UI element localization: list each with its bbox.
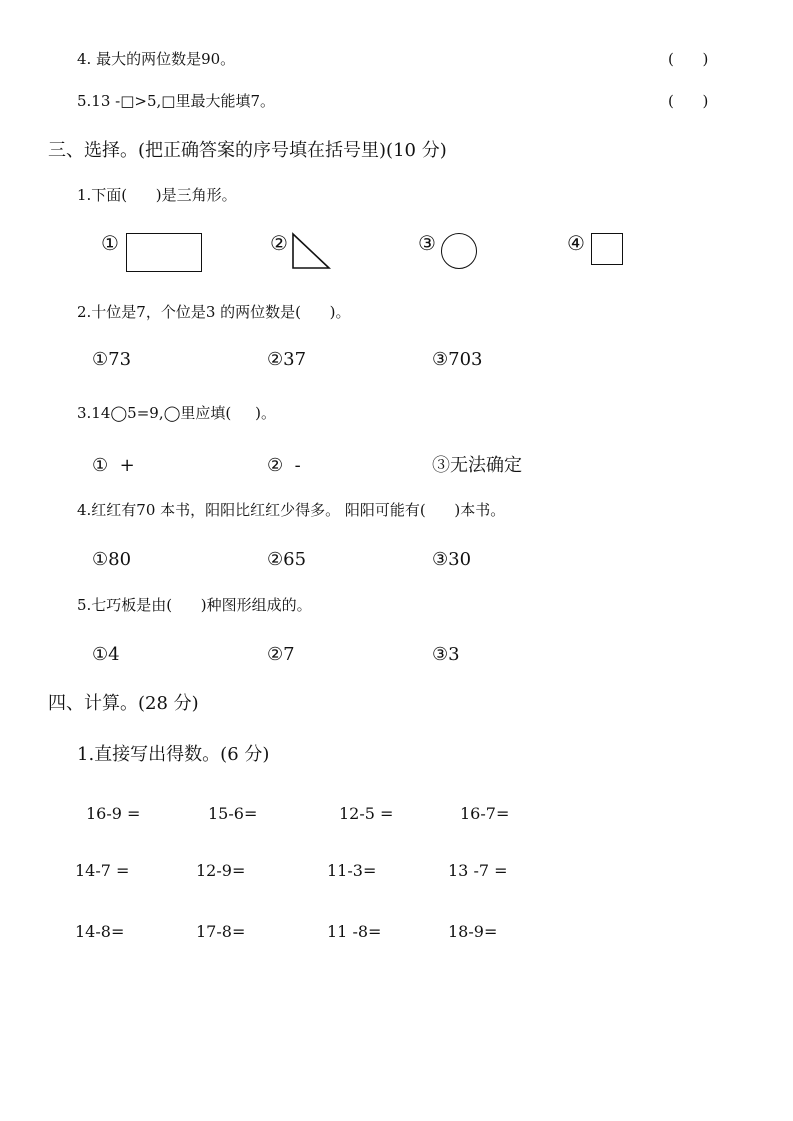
question-3-stem: 3.14◯5=9,◯里应填( )。: [77, 404, 276, 422]
q4-option-2[interactable]: ②65: [267, 549, 307, 570]
calc-3-2: 17-8=: [196, 922, 246, 941]
q2-option-2[interactable]: ②37: [267, 349, 307, 370]
calc-1-3: 12-5 =: [339, 804, 394, 823]
question-4-stem: 4.红红有70 本书，阳阳比红红少得多。 阳阳可能有( )本书。: [77, 501, 506, 519]
calc-2-3: 11-3=: [327, 861, 377, 880]
q4-option-1[interactable]: ①80: [92, 549, 132, 570]
q3-option-1[interactable]: ① +: [92, 455, 135, 476]
square-icon: [591, 233, 623, 265]
right-triangle-icon: [292, 233, 330, 269]
section-4-title: 四、计算。(28 分): [48, 693, 199, 714]
section-3-title: 三、选择。(把正确答案的序号填在括号里)(10 分): [48, 140, 447, 161]
calc-2-4: 13 -7 =: [448, 861, 508, 880]
question-5-stem: 5.七巧板是由( )种图形组成的。: [77, 596, 312, 614]
calc-1-1: 16-9 =: [86, 804, 141, 823]
rectangle-icon: [126, 233, 202, 272]
subsection-1-title: 1.直接写出得数。(6 分): [77, 744, 270, 765]
calc-2-1: 14-7 =: [75, 861, 130, 880]
q2-option-1[interactable]: ①73: [92, 349, 132, 370]
q2-option-3[interactable]: ③703: [432, 349, 483, 370]
calc-3-4: 18-9=: [448, 922, 498, 941]
judge-item-4: 4. 最大的两位数是90。: [77, 50, 236, 68]
option-4-mark[interactable]: ④: [567, 231, 585, 255]
question-1-stem: 1.下面( )是三角形。: [77, 186, 237, 204]
calc-2-2: 12-9=: [196, 861, 246, 880]
calc-1-4: 16-7=: [460, 804, 510, 823]
calc-3-3: 11 -8=: [327, 922, 382, 941]
q5-option-3[interactable]: ③3: [432, 644, 460, 665]
option-1-mark[interactable]: ①: [101, 231, 119, 255]
question-2-stem: 2.十位是7，个位是3 的两位数是( )。: [77, 303, 351, 321]
q5-option-1[interactable]: ①4: [92, 644, 120, 665]
option-3-mark[interactable]: ③: [418, 231, 436, 255]
q5-option-2[interactable]: ②7: [267, 644, 295, 665]
q3-option-2[interactable]: ② -: [267, 455, 301, 476]
answer-paren-5[interactable]: ( ): [668, 92, 709, 110]
q4-option-3[interactable]: ③30: [432, 549, 472, 570]
answer-paren-4[interactable]: ( ): [668, 50, 709, 68]
calc-1-2: 15-6=: [208, 804, 258, 823]
option-2-mark[interactable]: ②: [270, 231, 288, 255]
calc-3-1: 14-8=: [75, 922, 125, 941]
q3-option-3[interactable]: ③无法确定: [432, 455, 522, 476]
circle-icon: [441, 233, 477, 269]
judge-item-5: 5.13 -□>5,□里最大能填7。: [77, 92, 276, 110]
